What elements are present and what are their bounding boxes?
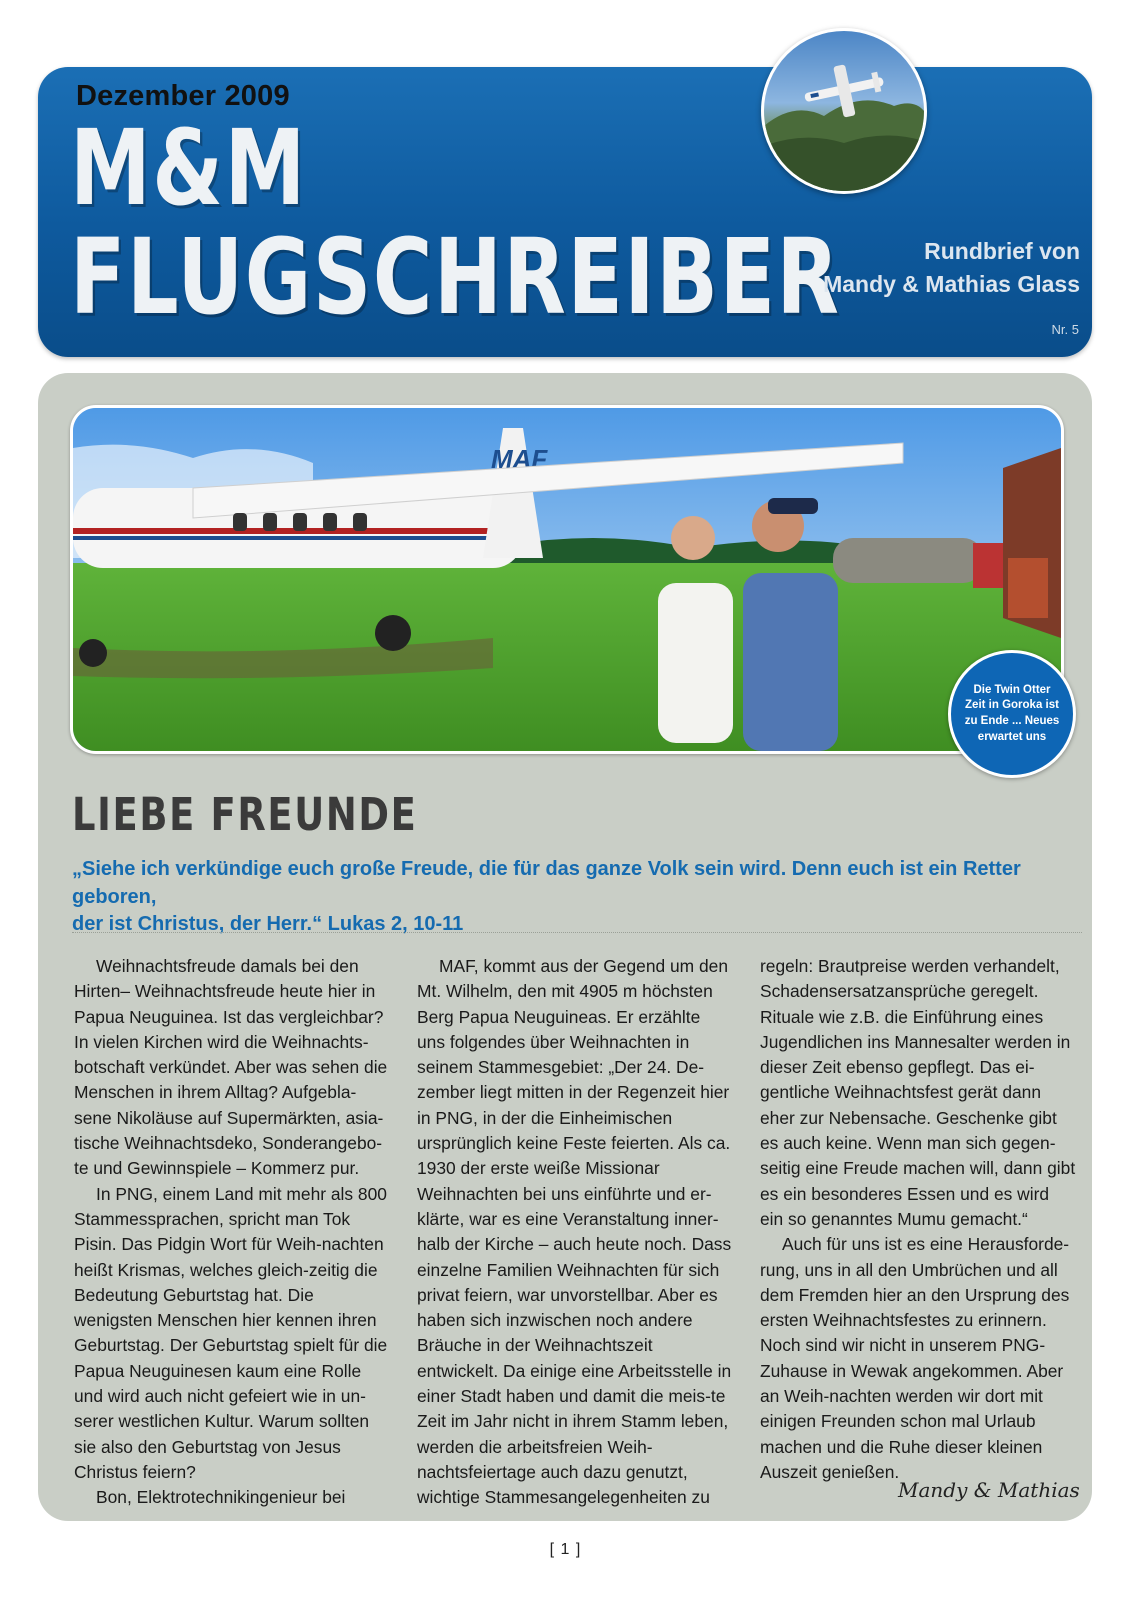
airplane-photo-icon xyxy=(73,408,1061,751)
bible-quote xyxy=(72,856,1072,939)
issue-date: Dezember 2009 xyxy=(76,80,290,112)
photo-caption-badge xyxy=(948,650,1076,778)
subtitle-line2: Mandy & Mathias Glass xyxy=(823,271,1080,297)
bible-quote-line2: der ist Christus, der Herr.“ Lukas 2, 10-11 xyxy=(72,913,464,936)
paragraph: Weihnachtsfreude damals bei den Hirten– Weihnachtsfreude heute hier in Papua Neuguinea. Ist das vergleichbar? In vielen Kirchen wird die Weihnachts-botschaft verkündet. Aber was sehen die Menschen in ihrem Alltag? Aufgebla-sene Nikoläuse auf Supermärkten, asia-tische Weihnachtsdeko, Sonderangebo-te und Gewinnspiele – Kommerz pur. xyxy=(74,956,388,1179)
issue-number: Nr. 5 xyxy=(1051,322,1079,337)
photo-caption-text: Die Twin Otter Zeit in Goroka ist zu Ende ... Neues erwartet uns xyxy=(964,683,1060,743)
aircraft-marking: MAF xyxy=(491,444,548,474)
twin-otter-photo xyxy=(70,405,1064,754)
article-column-2 xyxy=(417,954,733,1511)
paragraph: MAF, kommt aus der Gegend um den Mt. Wilhelm, den mit 4905 m höchsten Berg Papua Neuguineas. Er erzählte uns folgendes über Weihnachten in seinem Stammesgebiet: „Der 24. De-zember liegt mitten in der Regenzeit hier in PNG, in der die Einheimischen ursprünglich keine Feste feierten. Als ca. 1930 der erste weiße Missionar Weihnachten bei uns einführte und er-klärte, war es eine Veranstaltung inner-halb der Kirche – auch heute noch. Dass einzelne Familien Weihnachten für sich privat feiern, war unvorstellbar. Aber es haben sich inzwischen noch andere Bräuche in der Weihnachtszeit entwickelt. Da einige eine Arbeitsstelle in einer Stadt haben und damit die meis-te Zeit im Jahr nicht in ihrem Stamm leben, werden die arbeitsfreien Weih-nachtsfeiertage auch dazu genutzt, wichtige Stammesangelegenheiten zu xyxy=(417,956,732,1508)
paragraph: regeln: Brautpreise werden verhandelt, Schadensersatzansprüche geregelt. Rituale wie z.B. die Einführung eines Jugendlichen ins Mannesalter werden in dieser Zeit ebenso gepflegt. Das ei-gentliche Weihnachtsfest gerät dann eher zur Nebensache. Geschenke gibt es auch keine. Wenn man sich gegen-seitig eine Freude machen will, dann gibt es ein besonderes Essen und es wird ein so genanntes Mumu gemacht.“ xyxy=(760,956,1076,1229)
article-column-1 xyxy=(74,954,390,1511)
paragraph: In PNG, einem Land mit mehr als 800 Stammessprachen, spricht man Tok Pisin. Das Pidgin Wort für Weih-nachten heißt Krismas, welches gleich-zeitig die Bedeutung Geburtstag hat. Die wenigsten Menschen hier kennen ihren Geburtstag. Der Geburtstag spielt für die Papua Neuguinesen kaum eine Rolle und wird auch nicht gefeiert wie in un-serer westlichen Kultur. Warum sollten sie also den Geburtstag von Jesus Christus feiern? xyxy=(74,1183,388,1482)
subtitle-line1: Rundbrief von xyxy=(924,238,1080,264)
airplane-in-sky-icon xyxy=(764,31,924,191)
newsletter-title-line2: FLUGSCHREIBER xyxy=(70,216,841,338)
bible-quote-line1: „Siehe ich verkündige euch große Freude, die für das ganze Volk sein wird. Denn euch ist ein Retter geboren, xyxy=(72,858,1021,908)
airplane-logo-image xyxy=(761,28,927,194)
article-column-3 xyxy=(760,954,1076,1485)
dotted-divider xyxy=(72,932,1082,933)
page-number: [ 1 ] xyxy=(549,1541,582,1558)
paragraph: Auch für uns ist es eine Herausforde-rung, uns in all den Umbrüchen und all dem Fremden hier an den Ursprung des ersten Weihnachtsfestes zu erinnern. Noch sind wir nicht in unserem PNG-Zuhause in Wewak angekommen. Aber an Weih-nachten werden wir dort mit einigen Freunden schon mal Urlaub machen und die Ruhe dieser kleinen Auszeit genießen. xyxy=(760,1234,1070,1482)
paragraph: Bon, Elektrotechnikingenieur bei xyxy=(96,1487,346,1508)
article-heading: LIEBE FREUNDE xyxy=(72,788,418,841)
signature: Mandy & Mathias xyxy=(898,1478,1080,1502)
newsletter-title-line1: M&M xyxy=(70,107,307,229)
